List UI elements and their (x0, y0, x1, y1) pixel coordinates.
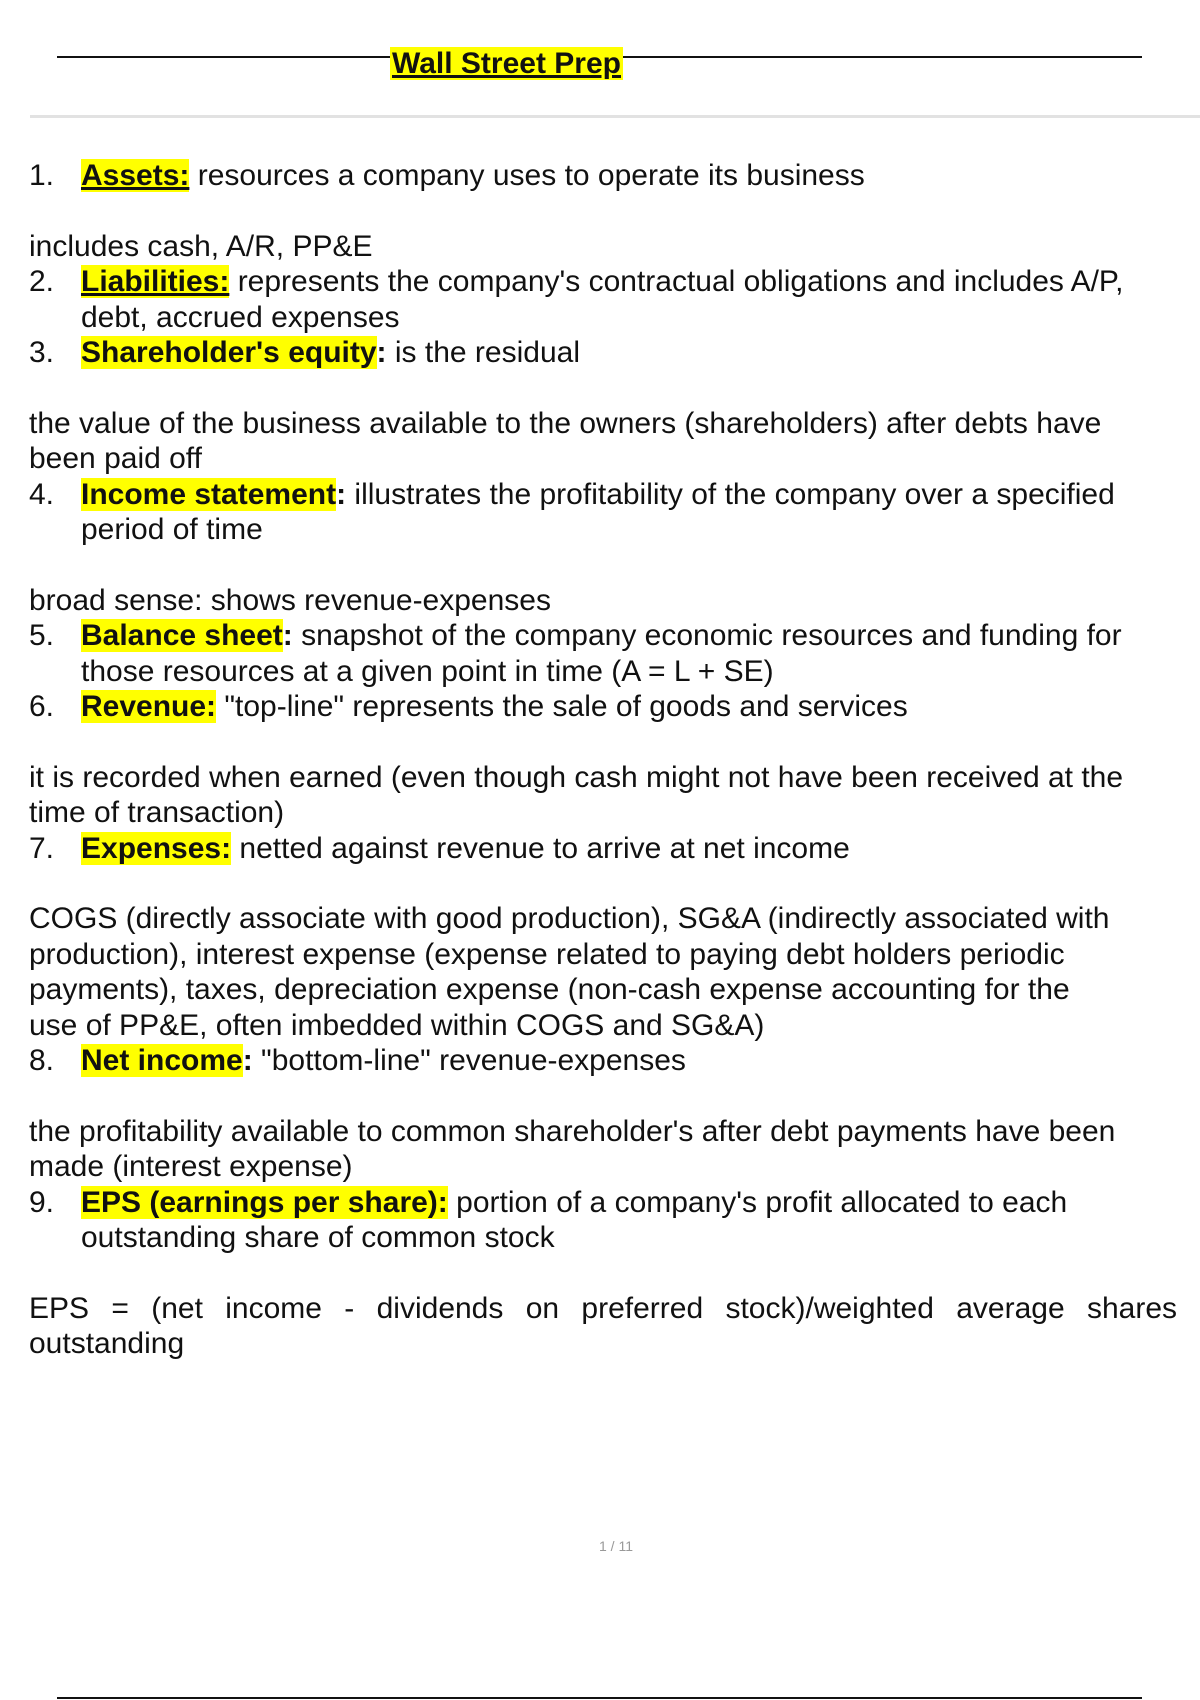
page-title (0, 46, 1013, 82)
list-item-liabilities: 2. Liabilities: represents the company's contractual obligations and includes A/P, debt, accrued expenses (29, 265, 1124, 334)
term-balance-sheet: Balance sheet (81, 619, 283, 652)
list-item-shareholders-equity: 3. Shareholder's equity: is the residual (29, 336, 580, 369)
term-income-statement: Income statement (81, 477, 337, 511)
page-number: 1 / 11 (599, 1538, 633, 1554)
page-title-text: Wall Street Prep (392, 47, 621, 80)
separator-rule (30, 115, 1200, 118)
term-shareholders-equity: Shareholder's equity (81, 336, 377, 369)
document-body (29, 158, 1179, 1362)
note-net-income: the profitability available to common shareholder's after debt payments have been made (interest expense) (29, 1114, 1116, 1183)
term-expenses: Expenses: (81, 831, 232, 865)
list-item-eps: 9. EPS (earnings per share): portion of a company's profit allocated to each outstanding share of common stock (29, 1185, 1068, 1254)
note-assets: includes cash, A/R, PP&E (29, 229, 373, 263)
term-eps: EPS (earnings per share): (81, 1185, 448, 1219)
note-eps: EPS = (net income - dividends on preferred stock)/weighted average shares outstanding (29, 1291, 1178, 1360)
term-revenue: Revenue: (81, 690, 217, 723)
list-item-income-statement: 4. Income statement: illustrates the profitability of the company over a specified period of time (29, 477, 1115, 546)
term-liabilities: Liabilities: (81, 265, 230, 298)
note-expenses: COGS (directly associate with good production), SG&A (indirectly associated with production), interest expense (expense related to paying debt holders periodic payments), taxes, depreciation expense (non-cash expense accounting for the use of PP&E, often imbedded within COGS and SG&A) (29, 902, 1110, 1042)
note-revenue: it is recorded when earned (even though cash might not have been received at the time of transaction) (29, 760, 1124, 829)
term-net-income: Net income (81, 1044, 243, 1077)
list-item-expenses: 7. Expenses: netted against revenue to arrive at net income (29, 831, 850, 865)
list-item-balance-sheet: 5. Balance sheet: snapshot of the company economic resources and funding for those resources at a given point in time (A = L + SE) (29, 619, 1122, 688)
footer-rule (57, 1697, 1142, 1699)
list-item-net-income: 8. Net income: "bottom-line" revenue-expenses (29, 1044, 686, 1077)
list-item-assets: 1. Assets: resources a company uses to operate its business (29, 159, 865, 192)
list-item-revenue: 6. Revenue: "top-line" represents the sale of goods and services (29, 690, 908, 723)
note-shareholders-equity: the value of the business available to the owners (shareholders) after debts have been paid off (29, 406, 1102, 475)
term-assets: Assets: (81, 159, 190, 192)
note-income-statement: broad sense: shows revenue-expenses (29, 583, 551, 617)
